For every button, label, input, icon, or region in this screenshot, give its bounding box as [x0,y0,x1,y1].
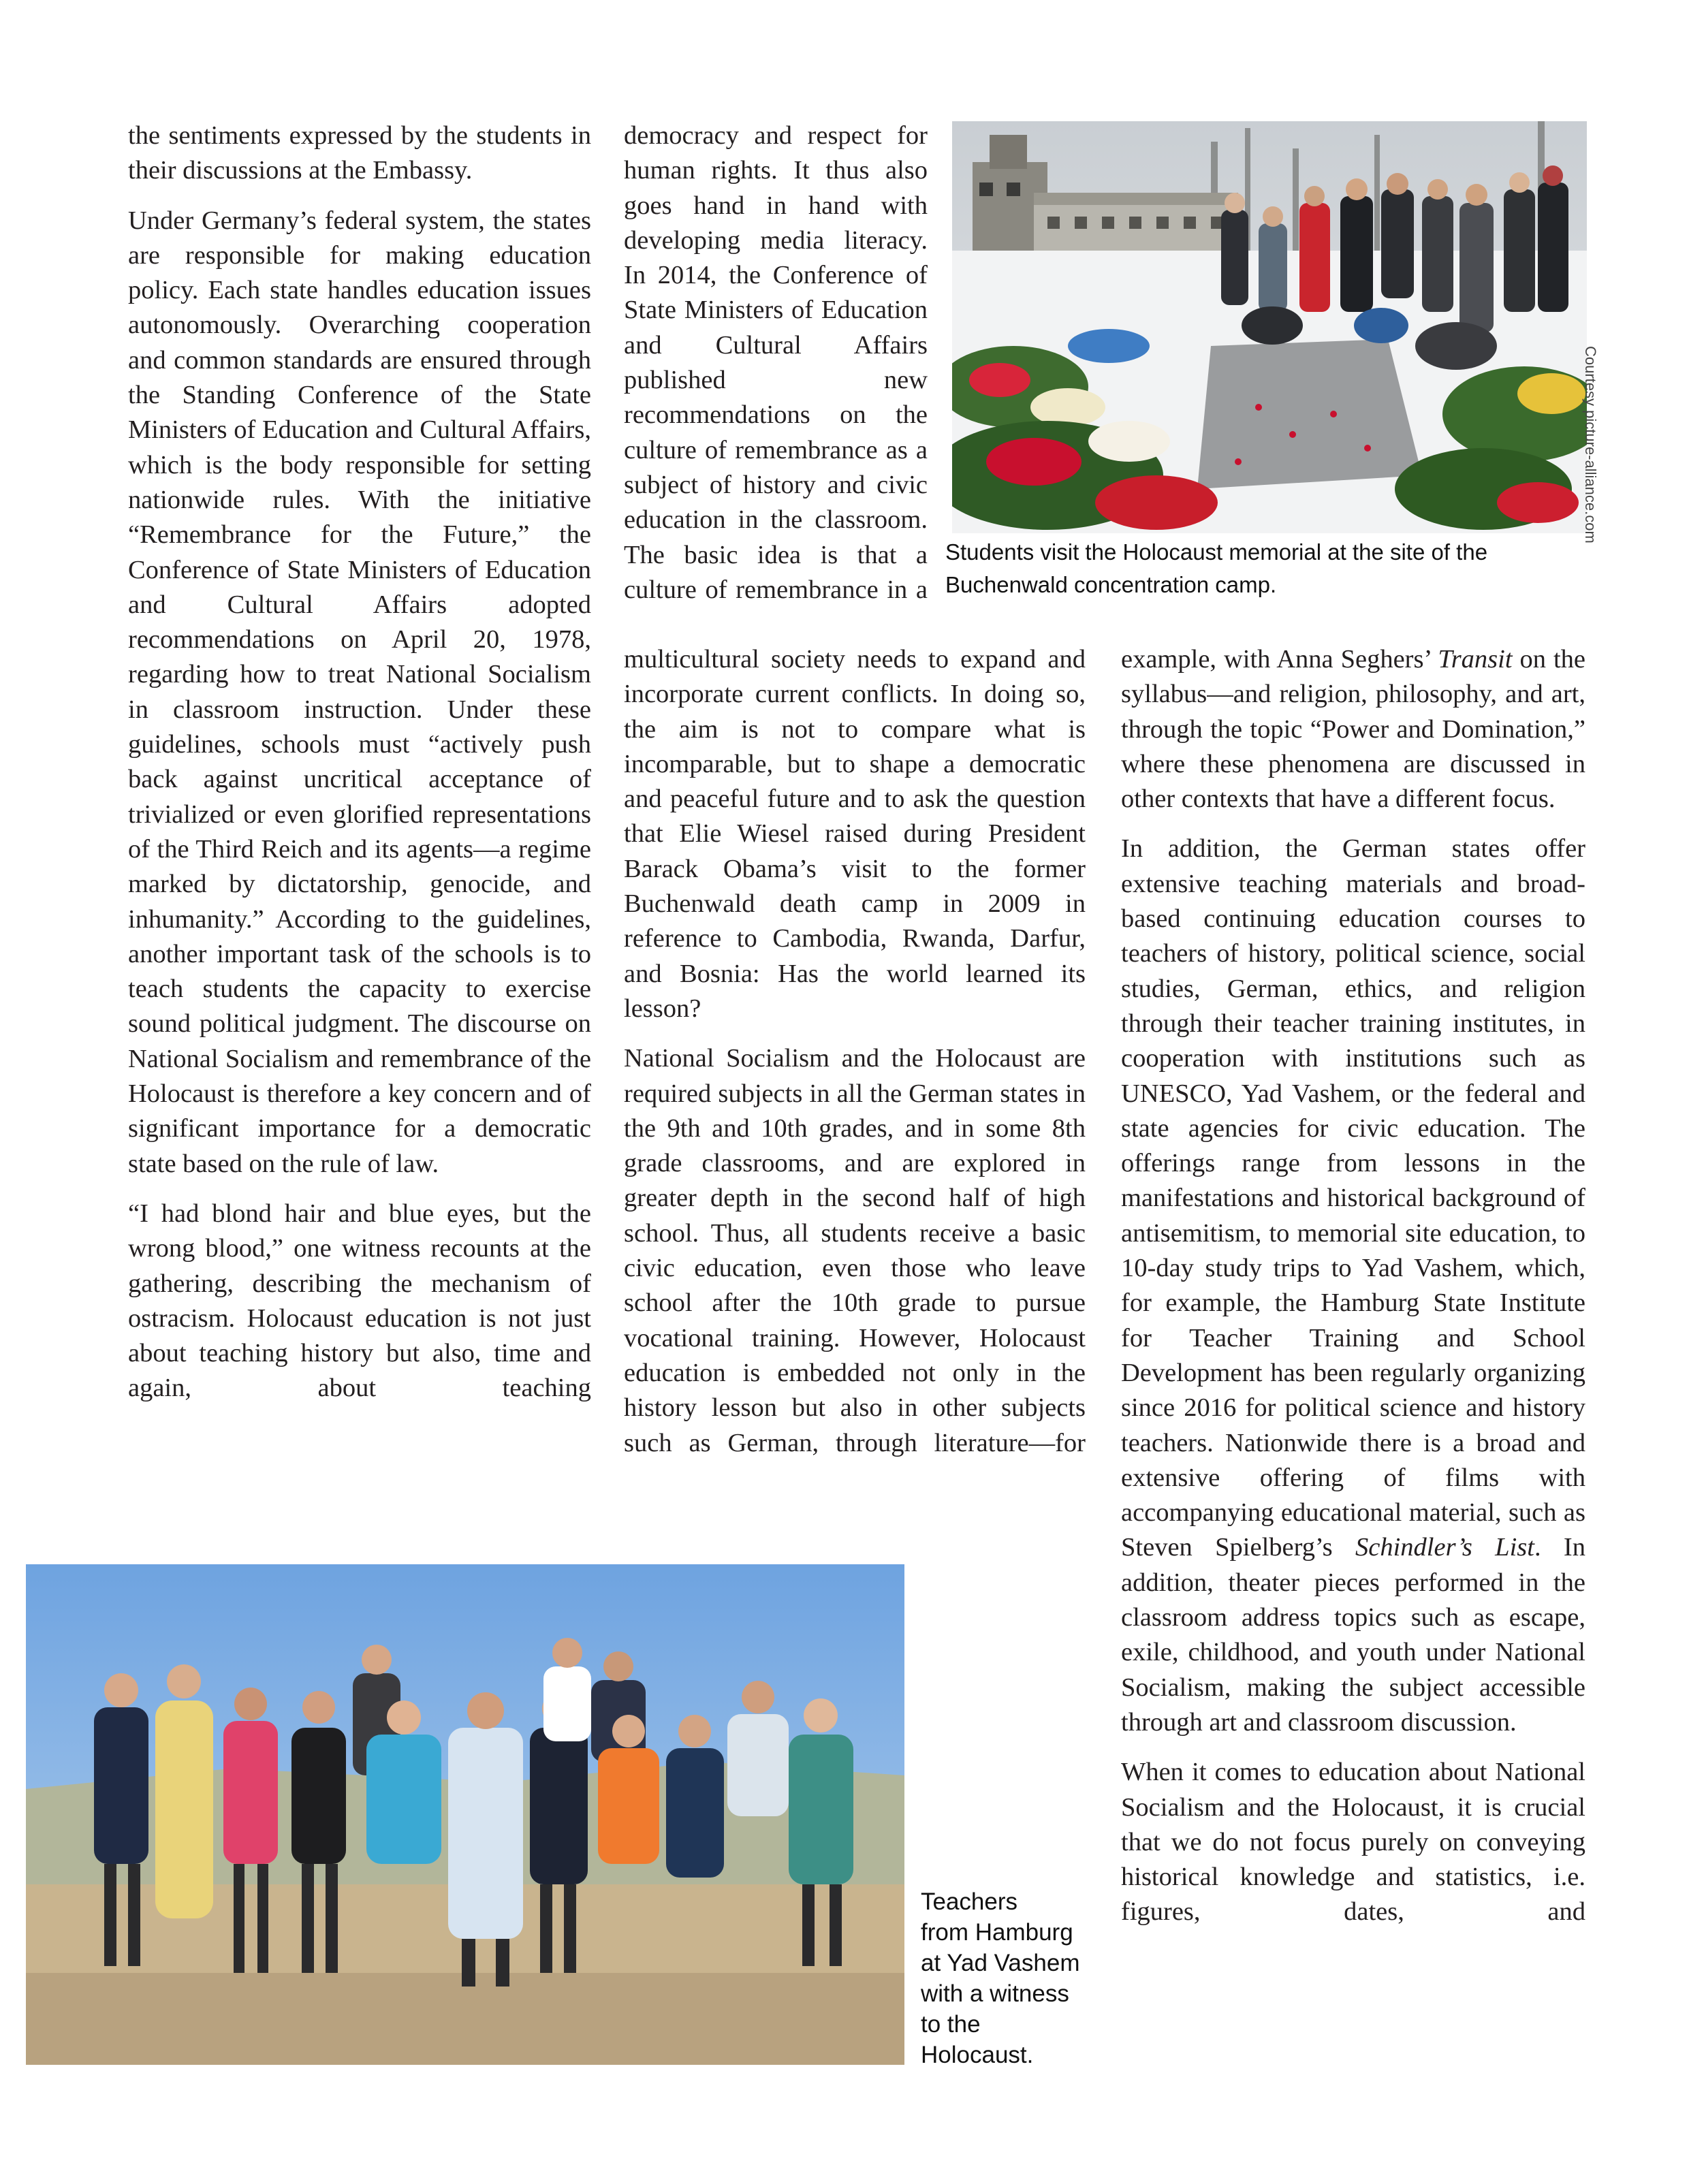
caption-line: from Hamburg [921,1919,1073,1946]
paragraph: In addition, the German states offer extensive teaching materials and broad-based continuing education courses to teachers of history, political science, social studies, German, ethics, and religion through their teacher training institutes, in cooperation with institutions such as UNESCO, Yad Vashem, or the federal and state agencies for civic education. The offerings range from lessons in the manifestations and historical background of antisemitism, to memorial site education, to 10-day study trips to Yad Vashem, which, for example, the Hamburg State Institute for Teacher Training and School Development has been regularly organizing since 2016 for political science and history teachers. Nationwide there is a broad and extensive offering of films with accompanying educational material, such as Steven Spielberg’s Schindler’s List. In addition, theater pieces performed in the classroom address topics such as escape, exile, childhood, and youth under National Socialism, making the subject accessible through art and classroom discussion. [1121,834,1585,1737]
caption-line: to the [921,2011,981,2038]
caption-line: with a witness [921,1980,1069,2007]
caption-line: Teachers [921,1888,1018,1915]
paragraph: National Socialism and the Holocaust are required subjects in all the German states in the 9th and 10th grades, and in some 8th grade classrooms, and are explored in greater depth in the second half of high school. Thus, all students receive a basic civic education, even those who leave school after the 10th grade to pursue vocational training. However, Holocaust education is embedded not only in the history lesson but also in other subjects such as German, through literature—for [624,1044,1086,1457]
paragraph: When it comes to education about National Socialism and the Holocaust, it is crucial that we do not focus purely on conveying historical knowledge and statistics, i.e. figures, dates, and [1121,1758,1585,1927]
paragraph: the sentiments expressed by the students in their discussions at the Embassy. [128,121,591,185]
caption-line: at Yad Vashem [921,1950,1080,1976]
yad-vashem-caption [921,1886,1111,2070]
buchenwald-photo [952,121,1587,533]
column-1 [128,118,591,1406]
photo-credit: Courtesy picture-alliance.com [1582,346,1599,543]
buchenwald-caption: Students visit the Holocaust memorial at the site of the Buchenwald concentration camp. [945,539,1488,597]
column-2-bottom [624,642,1086,1461]
paragraph: example, with Anna Seghers’ Transit on the syllabus—and religion, philosophy, and art, through the topic “Power and Domination,” where these phenomena are discussed in other contexts that have a different focus. [1121,645,1585,814]
paragraph: multicultural society needs to expand and incorporate current conflicts. In doing so, the aim is not to compare what is incomparable, but to shape a democratic and peaceful future and to ask the question that Elie Wiesel raised during President Barack Obama’s visit to the former Buchenwald death camp in 2009 in reference to Cambodia, Rwanda, Darfur, and Bosnia: Has the world learned its lesson? [624,645,1086,1023]
column-2-top [624,118,928,607]
caption-line: Holocaust. [921,2042,1034,2068]
column-3 [1121,642,1585,1930]
paragraph: “I had blond hair and blue eyes, but the wrong blood,” one witness recounts at the gathering, describing the mechanism of ostracism. Holocaust education is not just about teaching history but also, time and again, about teaching [128,1199,591,1403]
yad-vashem-photo [26,1564,904,2065]
paragraph: Under Germany’s federal system, the states are responsible for making education policy. Each state handles education issues autonomously. Overarching cooperation and common standards are ensured through the Standing Conference of the State Ministers of Education and Cultural Affairs, which is the body responsible for setting nationwide rules. With the initiative “Remembrance for the Future,” the Conference of State Ministers of Education and Cultural Affairs adopted recommendations on April 20, 1978, regarding how to treat National Socialism in classroom instruction. Under these guidelines, schools must “actively push back against uncritical acceptance of trivialized or even glorified representations of the Third Reich and its agents—a regime marked by dictatorship, genocide, and inhumanity.” According to the guidelines, another important task of the schools is to teach students the capacity to exercise sound political judgment. The discourse on National Socialism and remembrance of the Holocaust is therefore a key concern and of significant importance for a democratic state based on the rule of law. [128,206,591,1178]
paragraph: democracy and respect for human rights. It thus also goes hand in hand with developing media literacy. In 2014, the Conference of State Ministers of Education and Cultural Affairs published new recommendations on the culture of remembrance as a subject of history and civic education in the classroom. The basic idea is that a culture of remembrance in a [624,121,928,604]
